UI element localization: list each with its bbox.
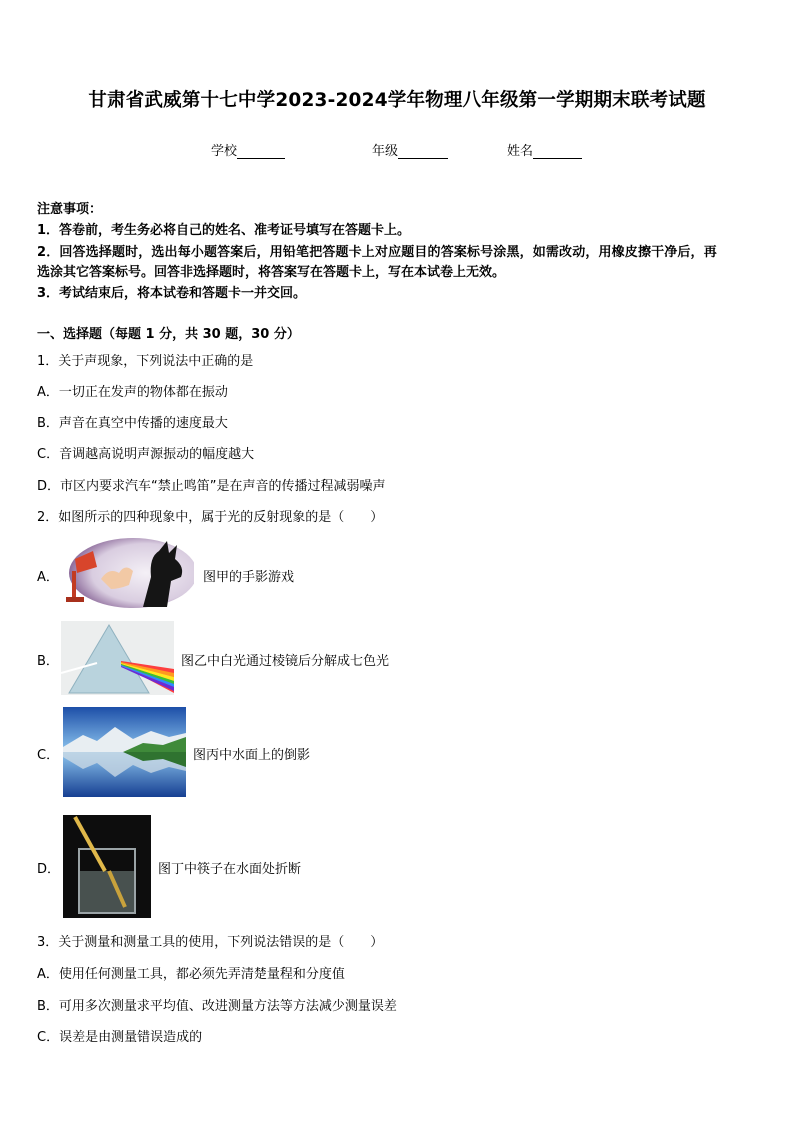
q1-option-a: A．一切正在发声的物体都在振动 [37, 385, 228, 400]
prism-image [61, 621, 174, 695]
school-blank [237, 144, 285, 159]
q2-option-d-text: 图丁中筷子在水面处折断 [158, 862, 302, 877]
lake-reflection-image [63, 707, 186, 797]
note-item: 1．答卷前，考生务必将自己的姓名、准考证号填写在答题卡上。 [37, 223, 411, 238]
note-item: 3．考试结束后，将本试卷和答题卡一并交回。 [37, 286, 307, 301]
q2-option-d-letter: D． [37, 862, 61, 877]
page-title: 甘肃省武威第十七中学2023-2024学年物理八年级第一学期期末联考试题 [88, 90, 706, 111]
q2-option-c-text: 图丙中水面上的倒影 [193, 748, 311, 763]
q3-stem: 3．关于测量和测量工具的使用，下列说法错误的是（ ） [37, 935, 384, 950]
grade-field [372, 140, 448, 159]
q2-option-a-letter: A． [37, 570, 59, 585]
q1-stem: 1．关于声现象，下列说法中正确的是 [37, 354, 254, 369]
q3-option-b: B．可用多次测量求平均值、改进测量方法等方法减少测量误差 [37, 999, 397, 1014]
school-field [211, 140, 285, 159]
q2-option-b-letter: B． [37, 654, 59, 669]
q2-option-b-text: 图乙中白光通过棱镜后分解成七色光 [181, 654, 390, 669]
q2-option-c-letter: C． [37, 748, 60, 763]
school-label: 学校 [211, 144, 238, 159]
name-field [507, 140, 582, 159]
grade-blank [398, 144, 448, 159]
q1-option-d: D．市区内要求汽车“禁止鸣笛”是在声音的传播过程减弱噪声 [37, 479, 386, 494]
name-blank [533, 144, 582, 159]
q1-option-b: B．声音在真空中传播的速度最大 [37, 416, 228, 431]
grade-label: 年级 [372, 144, 399, 159]
note-item: 2．回答选择题时，选出每小题答案后，用铅笔把答题卡上对应题目的答案标号涂黑，如需改动，用橡皮擦干净后，再 [37, 245, 717, 260]
q1-option-c: C．音调越高说明声源振动的幅度越大 [37, 447, 255, 462]
note-item: 选涂其它答案标号。回答非选择题时，将答案写在答题卡上，写在本试卷上无效。 [37, 265, 506, 280]
q3-option-a: A．使用任何测量工具，都必须先弄清楚量程和分度值 [37, 967, 345, 982]
q2-option-a-text: 图甲的手影游戏 [203, 570, 295, 585]
notes-heading: 注意事项： [37, 202, 103, 217]
hand-shadow-image [63, 537, 194, 609]
name-label: 姓名 [507, 144, 534, 159]
q2-stem: 2．如图所示的四种现象中，属于光的反射现象的是（ ） [37, 510, 384, 525]
section-heading: 一、选择题（每题 1 分，共 30 题，30 分） [37, 327, 300, 342]
q3-option-c: C．误差是由测量错误造成的 [37, 1030, 203, 1045]
chopstick-in-water-image [63, 815, 151, 918]
